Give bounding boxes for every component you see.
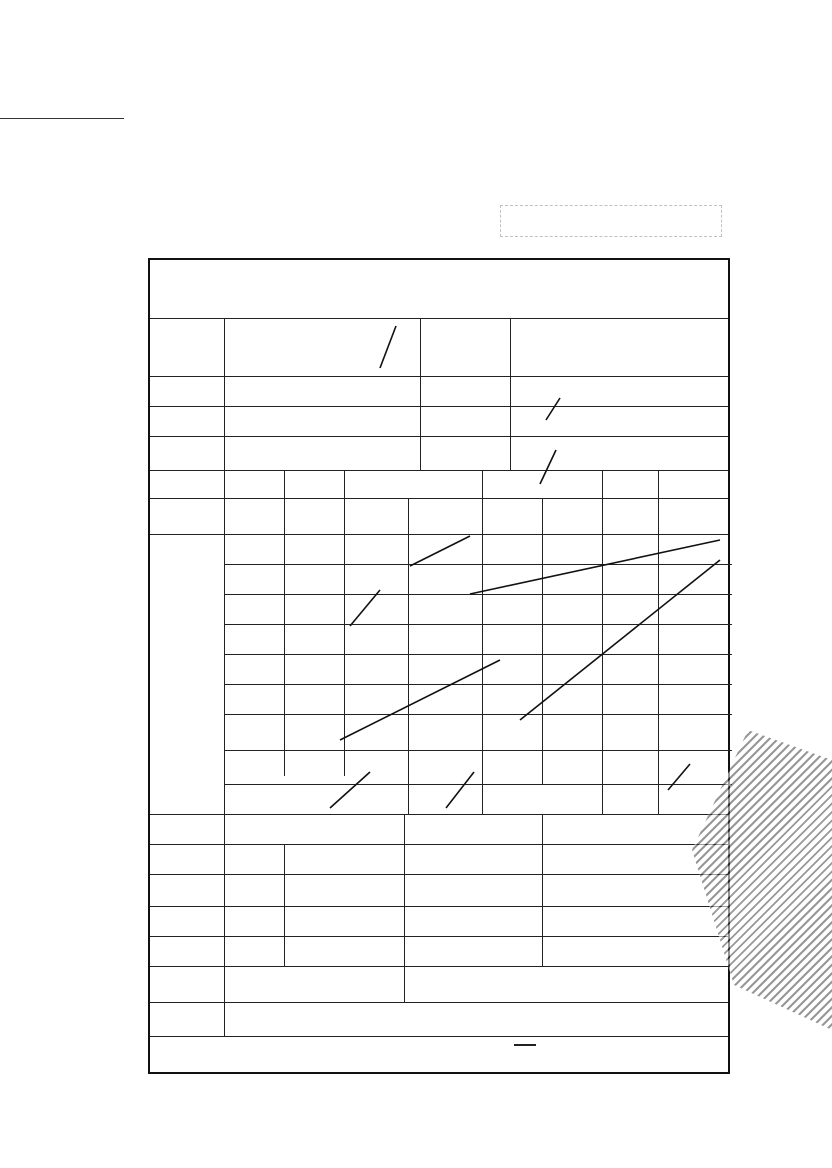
approver-stamp <box>514 1044 536 1046</box>
